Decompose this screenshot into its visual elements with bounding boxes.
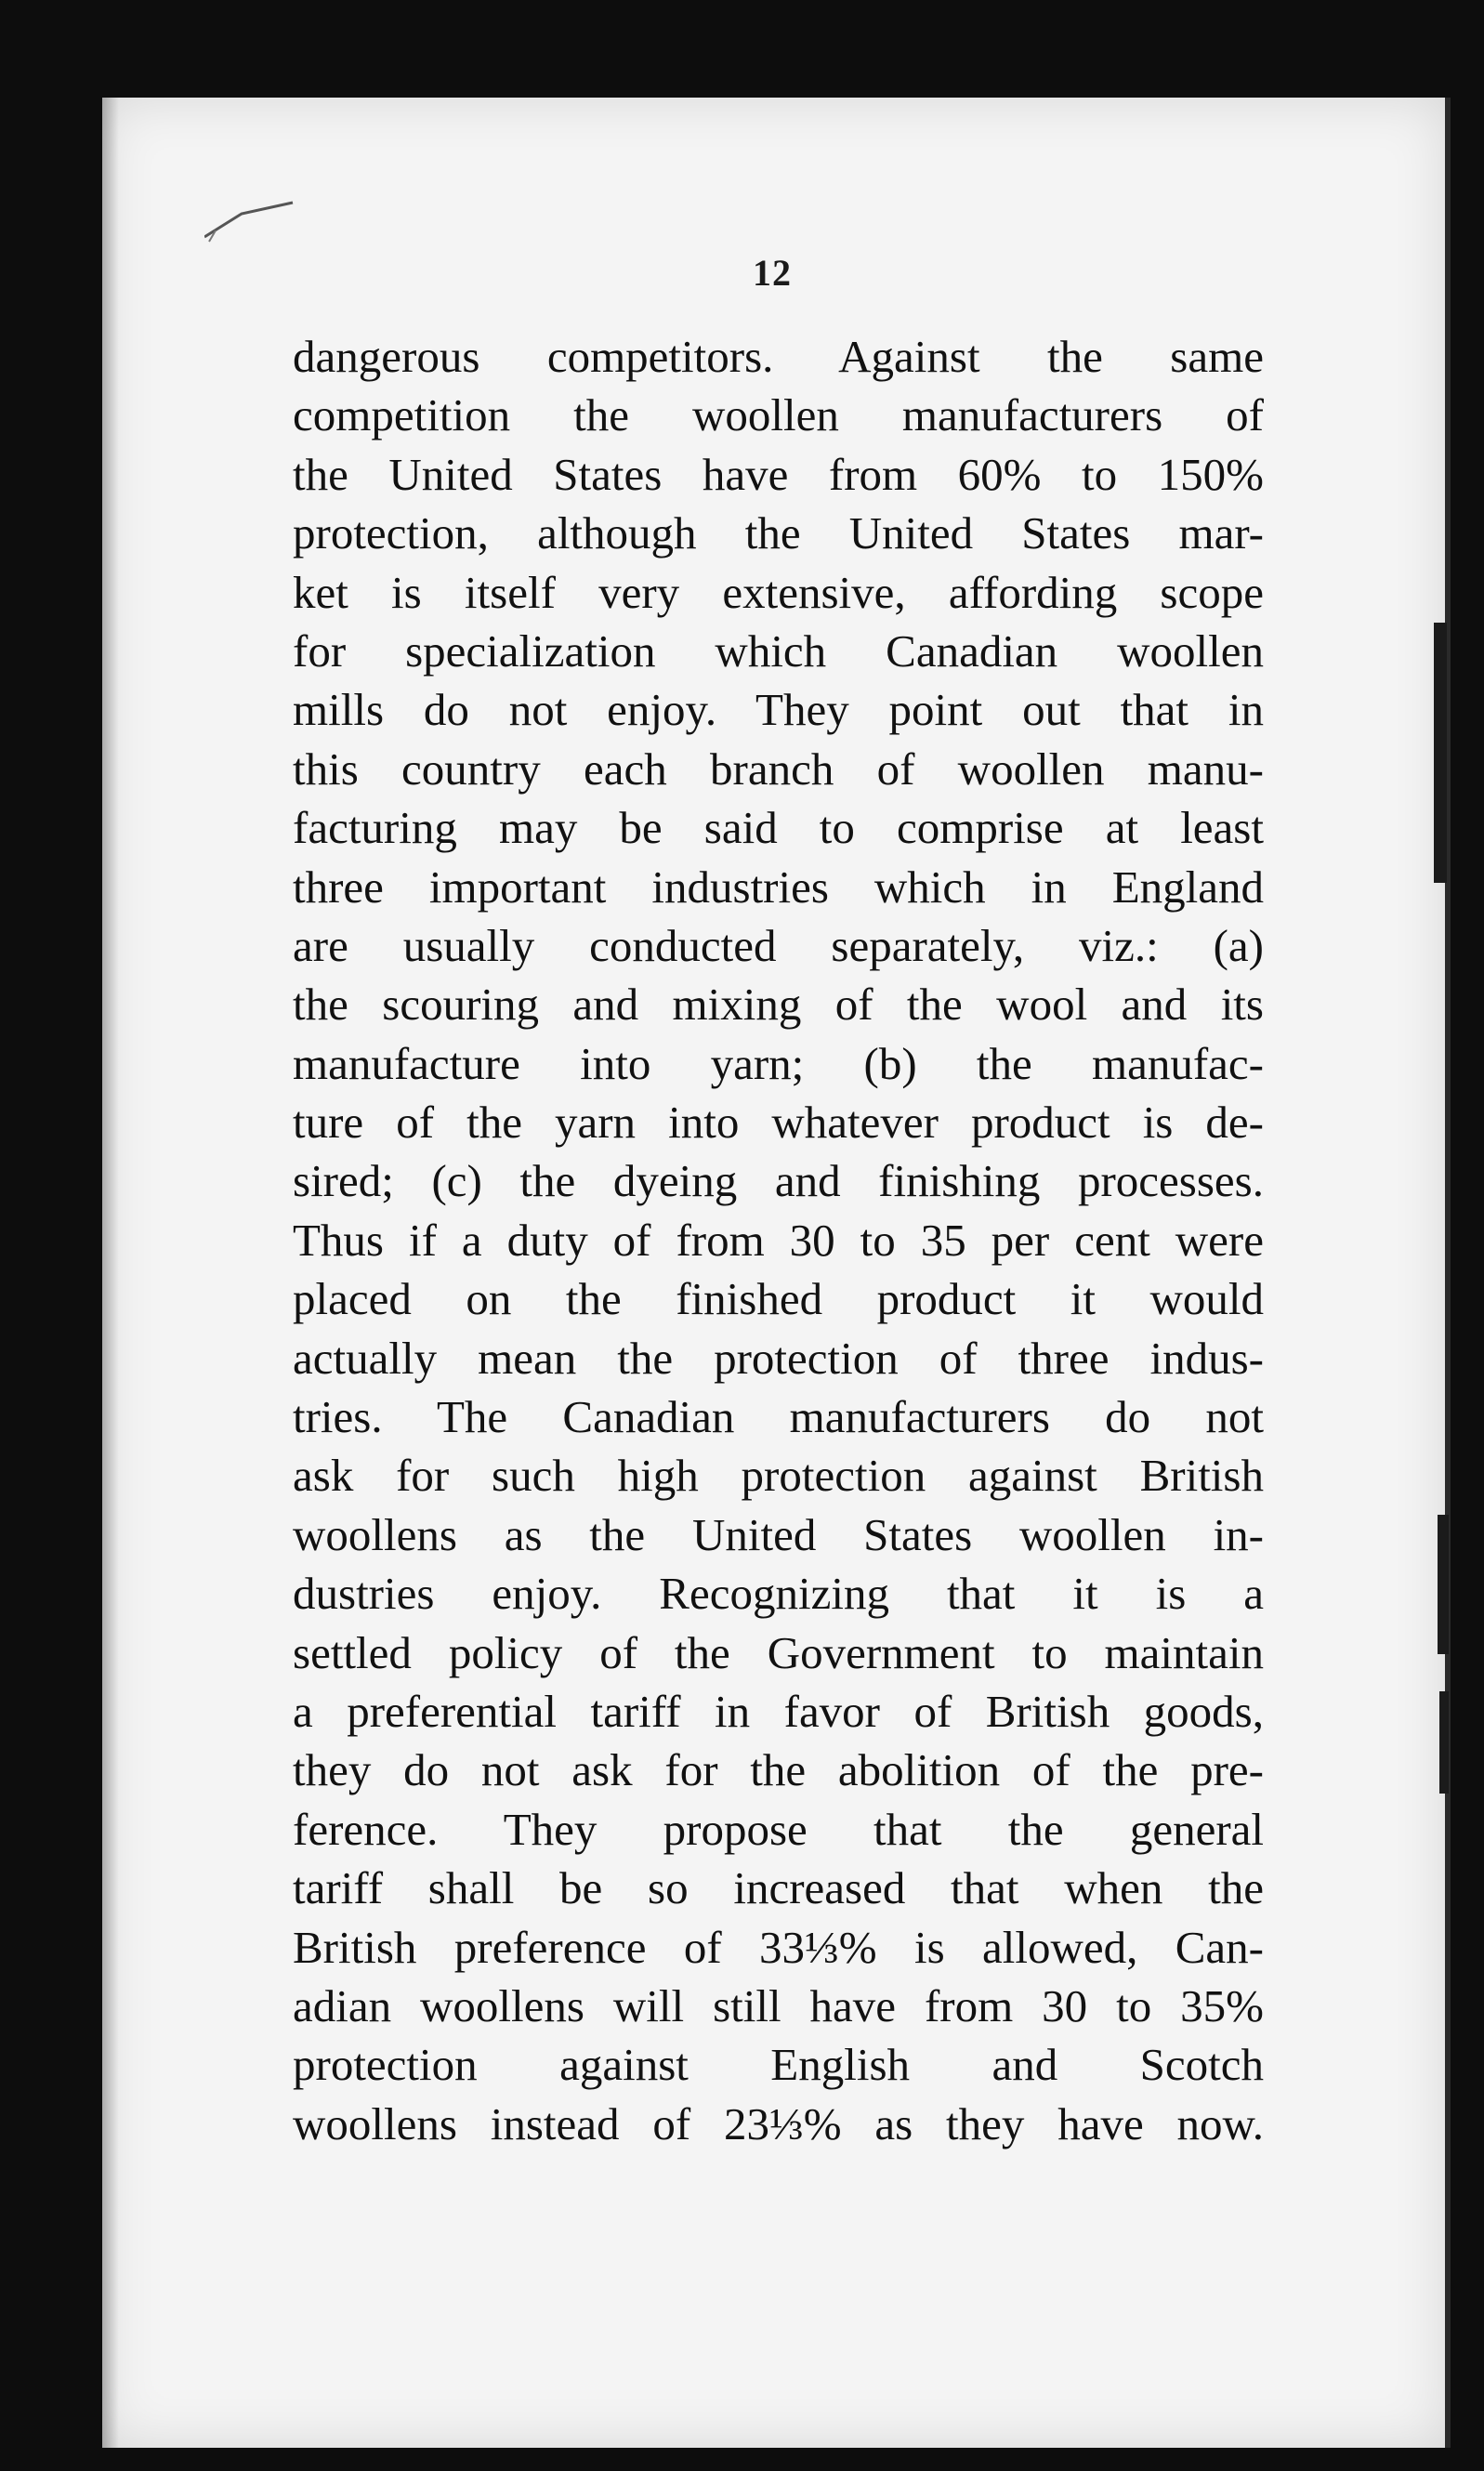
text-line: they do not ask for the abolition of the pre- — [293, 1744, 1264, 1796]
body-text — [293, 327, 1264, 2153]
text-line: a preferential tariff in favor of British goods, — [293, 1685, 1264, 1737]
text-line: actually mean the protection of three indus- — [293, 1332, 1264, 1384]
text-line: the scouring and mixing of the wool and its — [293, 979, 1264, 1031]
text-line: tries. The Canadian manufacturers do not — [293, 1391, 1264, 1443]
text-line: facturing may be said to comprise at least — [293, 802, 1264, 854]
edge-mark — [1434, 623, 1447, 883]
text-line: settled policy of the Government to maintain — [293, 1626, 1264, 1678]
text-line: for specialization which Canadian woollen — [293, 624, 1264, 677]
text-line: dustries enjoy. Recognizing that it is a — [293, 1568, 1264, 1620]
text-line: protection against English and Scotch — [293, 2039, 1264, 2091]
text-line: protection, although the United States mar- — [293, 507, 1264, 559]
text-line: British preference of 33⅓% is allowed, Can- — [293, 1921, 1264, 1973]
text-line: competition the woollen manufacturers of — [293, 389, 1264, 441]
text-line: mills do not enjoy. They point out that in — [293, 684, 1264, 736]
page-number: 12 — [753, 252, 792, 294]
page-corner-fold — [204, 195, 316, 251]
page-right-edge — [1445, 98, 1451, 2448]
text-line: adian woollens will still have from 30 to 35% — [293, 1979, 1264, 2031]
text-line: woollens as the United States woollen in- — [293, 1508, 1264, 1560]
edge-mark — [1438, 1515, 1449, 1654]
text-line: tariff shall be so increased that when the — [293, 1862, 1264, 1914]
text-line: the United States have from 60% to 150% — [293, 448, 1264, 500]
text-line: ference. They propose that the general — [293, 1803, 1264, 1855]
text-line: are usually conducted separately, viz.: (a) — [293, 919, 1264, 971]
text-line: sired; (c) the dyeing and finishing processes. — [293, 1155, 1264, 1207]
text-line: ask for such high protection against British — [293, 1450, 1264, 1502]
text-line: ket is itself very extensive, affording scope — [293, 566, 1264, 618]
text-line: ture of the yarn into whatever product is de- — [293, 1097, 1264, 1149]
text-line: placed on the finished product it would — [293, 1273, 1264, 1325]
text-line: this country each branch of woollen manu- — [293, 743, 1264, 795]
text-line: manufacture into yarn; (b) the manufac- — [293, 1037, 1264, 1089]
text-line: Thus if a duty of from 30 to 35 per cent were — [293, 1214, 1264, 1266]
text-line: three important industries which in England — [293, 861, 1264, 913]
text-line: woollens instead of 23⅓% as they have now. — [293, 2097, 1264, 2149]
edge-mark — [1439, 1691, 1449, 1794]
text-line: dangerous competitors. Against the same — [293, 331, 1264, 382]
